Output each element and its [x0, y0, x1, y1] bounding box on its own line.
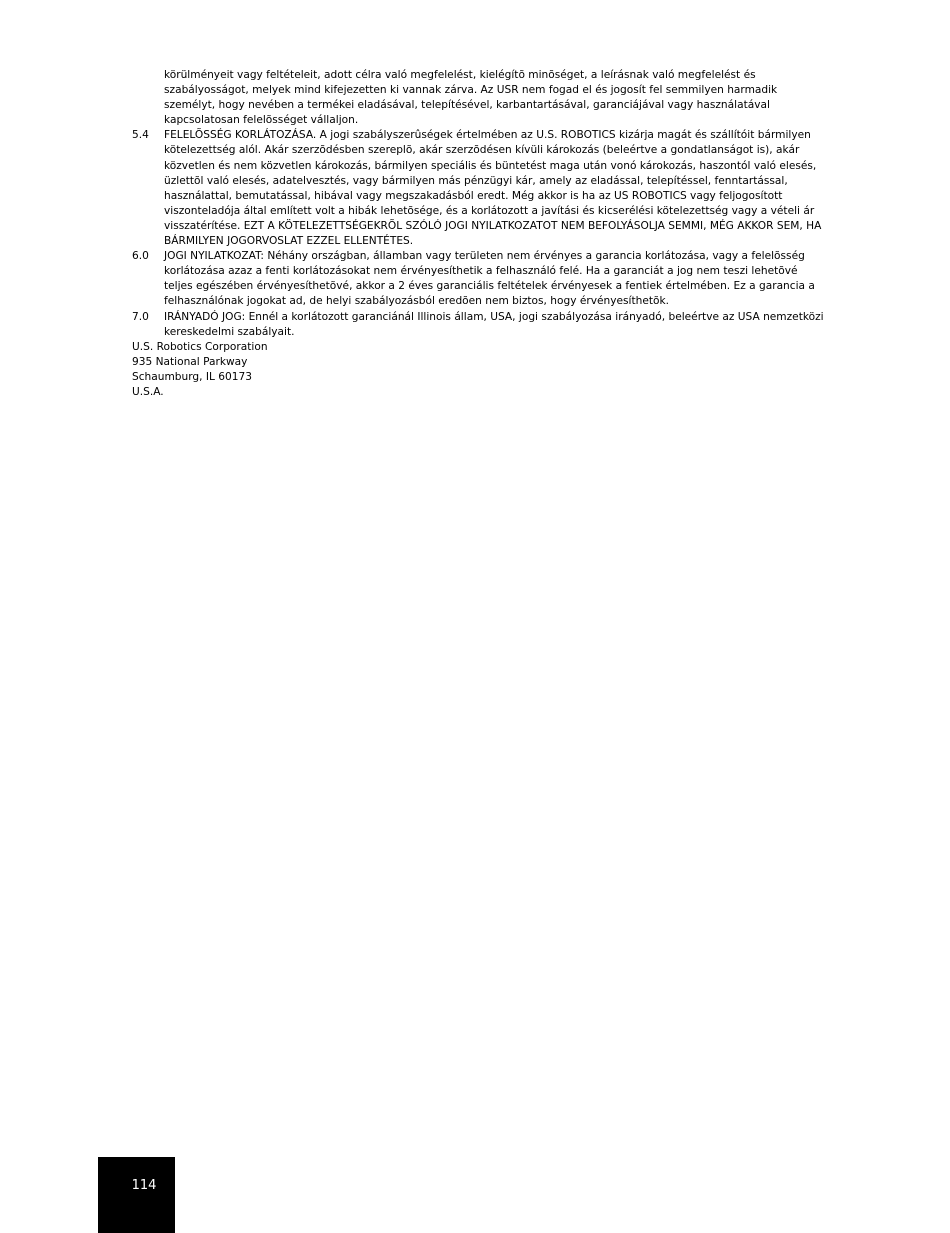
company-address: [132, 340, 828, 400]
section-number: 7.0: [132, 310, 149, 323]
document-body: [132, 68, 828, 400]
page-number-box: [98, 1157, 175, 1233]
section-text: FELELÕSSÉG KORLÁTOZÁSA. A jogi szabályszerûségek értelmében az U.S. ROBOTICS kizárja magát és szállítóit bármilyen kötelezettség alól. Akár szerzõdésben szereplõ, akár szerzõdésen kívüli károkozás (beleértve a gondatlanságot is), akár közvetlen és nem közvetlen károkozás, bármilyen speciális és büntetést maga után vonó károkozás, haszontól való elesés, üzlettõl való elesés, adatelvesztés, vagy bármilyen más pénzügyi kár, amely az eladással, telepítéssel, fenntartással, használattal, bemutatással, hibával vagy megszakadásból eredt. Még akkor is ha az US ROBOTICS vagy feljogosított viszonteladója által említett volt a hibák lehetõsége, és a korlátozott a javítási és kicserélési kötelezettség vagy a vételi ár visszatérítése. EZT A KÖTELEZETTSÉGEKRÕL SZÓLÓ JOGI NYILATKOZATOT NEM BEFOLYÁSOLJA SEMMI, MÉG AKKOR SEM, HA BÁRMILYEN JOGORVOSLAT EZZEL ELLENTÉTES.: [164, 129, 822, 248]
section-number: 6.0: [132, 250, 149, 263]
section-number: 5.4: [132, 129, 149, 142]
address-city: Schaumburg, IL 60173: [132, 370, 252, 383]
address-street: 935 National Parkway: [132, 355, 248, 368]
section-text: IRÁNYADÓ JOG: Ennél a korlátozott garanciánál Illinois állam, USA, jogi szabályozása irányadó, beleértve az USA nemzetközi kereskedelmi szabályait.: [164, 310, 824, 338]
section-text: JOGI NYILATKOZAT: Néhány országban, államban vagy területen nem érvényes a garancia korlátozása, vagy a felelõsség korlátozása azaz a fenti korlátozásokat nem érvényesíthetik a felhasználó felé. Ha a garanciát a jog nem teszi lehetõvé teljes egészében érvényesíthetõvé, akkor a 2 éves garanciális feltételek érvényesek a fentiek értelmében. Ez a garancia a felhasználónak jogokat ad, de helyi szabályozásból eredõen nem biztos, hogy érvényesíthetõk.: [164, 250, 815, 308]
address-country: U.S.A.: [132, 385, 164, 398]
section-5-4: [132, 128, 828, 249]
intro-paragraph-text: körülményeit vagy feltételeit, adott célra való megfelelést, kielégítõ minõséget, a leírásnak való megfelelést és szabályosságot, melyek mind kifejezetten ki vannak zárva. Az USR nem fogad el és jogosít fel semmilyen harmadik személyt, hogy nevében a termékei eladásával, telepítésével, karbantartásával, garanciájával vagy használatával kapcsolatosan felelõsséget vállaljon.: [164, 69, 778, 127]
section-6-0: [132, 249, 828, 309]
address-company: U.S. Robotics Corporation: [132, 340, 268, 353]
page-number: 114: [131, 1178, 157, 1193]
intro-paragraph: [132, 68, 828, 128]
section-7-0: [132, 310, 828, 340]
